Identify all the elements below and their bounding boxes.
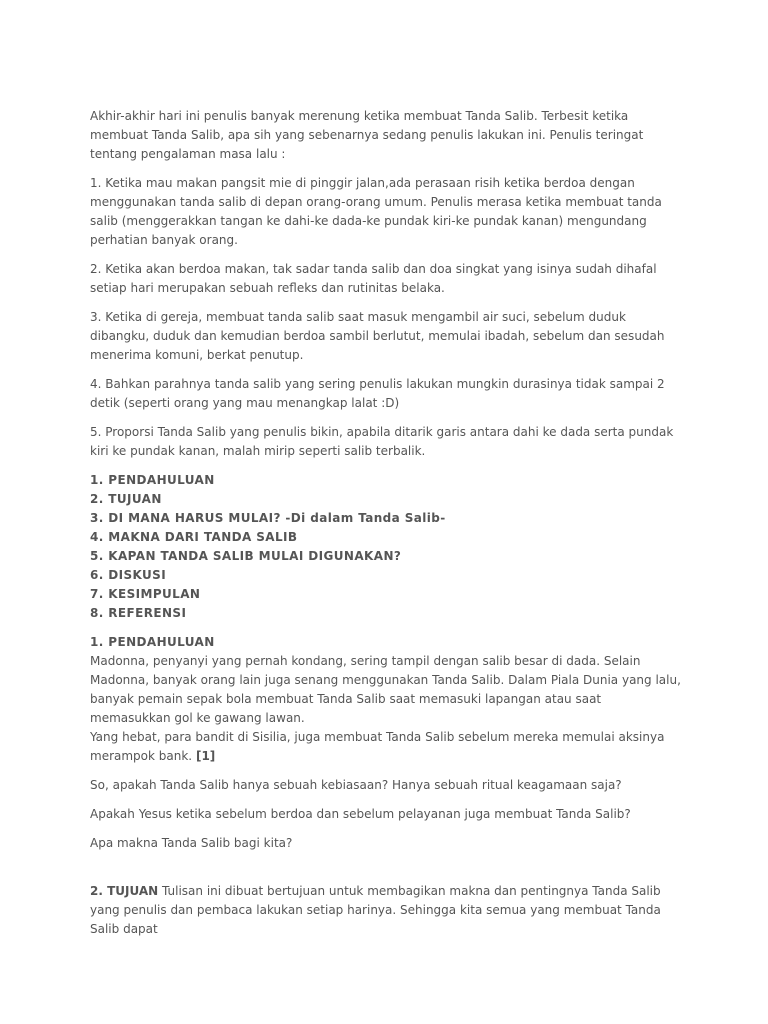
intro-paragraph: Akhir-akhir hari ini penulis banyak merenung ketika membuat Tanda Salib. Terbesit ketika membuat Tanda Salib, apa sih yang sebenarnya sedang penulis lakukan ini. Penulis teringat tentang pengalaman masa lalu :	[90, 109, 644, 161]
pendahuluan-paragraph-2-text: Yang hebat, para bandit di Sisilia, juga membuat Tanda Salib sebelum mereka memulai aksinya merampok bank.	[90, 730, 665, 763]
tujuan-text: Tulisan ini dibuat bertujuan untuk membagikan makna dan pentingnya Tanda Salib yang penulis dan pembaca lakukan setiap harinya. Sehingga kita semua yang membuat Tanda Salib dapat	[90, 884, 661, 936]
toc-item-di-mana-harus-mulai: 3. DI MANA HARUS MULAI? -Di dalam Tanda Salib-	[90, 511, 446, 525]
toc-item-tujuan: 2. TUJUAN	[90, 492, 162, 506]
toc-item-kesimpulan: 7. KESIMPULAN	[90, 587, 201, 601]
pendahuluan-paragraph-2	[90, 728, 684, 766]
reference-marker: [1]	[195, 749, 216, 763]
toc-item-kapan: 5. KAPAN TANDA SALIB MULAI DIGUNAKAN?	[90, 549, 402, 563]
pendahuluan-paragraph-1: Madonna, penyanyi yang pernah kondang, sering tampil dengan salib besar di dada. Selain Madonna, banyak orang lain juga senang menggunakan Tanda Salib. Dalam Piala Dunia yang lalu, banyak pemain sepak bola membuat Tanda Salib saat memasuki lapangan atau saat memasukkan gol ke gawang lawan.	[90, 654, 681, 725]
question-2: Apakah Yesus ketika sebelum berdoa dan sebelum pelayanan juga membuat Tanda Salib?	[90, 807, 631, 821]
section-pendahuluan	[90, 633, 684, 766]
section-tujuan	[90, 882, 684, 939]
question-1: So, apakah Tanda Salib hanya sebuah kebiasaan? Hanya sebuah ritual keagamaan saja?	[90, 778, 622, 792]
intro-item-3: 3. Ketika di gereja, membuat tanda salib saat masuk mengambil air suci, sebelum duduk dibangku, duduk dan kemudian berdoa sambil berlutut, memulai ibadah, sebelum dan sesudah menerima komuni, berkat penutup.	[90, 310, 665, 362]
intro-item-1: 1. Ketika mau makan pangsit mie di pinggir jalan,ada perasaan risih ketika berdoa dengan menggunakan tanda salib di depan orang-orang umum. Penulis merasa ketika membuat tanda salib (menggerakkan tangan ke dahi-ke dada-ke pundak kiri-ke pundak kanan) mengundang perhatian banyak orang.	[90, 176, 662, 247]
section-heading-tujuan: 2. TUJUAN	[90, 884, 159, 898]
section-heading-pendahuluan: 1. PENDAHULUAN	[90, 635, 215, 649]
toc-item-referensi: 8. REFERENSI	[90, 606, 187, 620]
intro-item-5: 5. Proporsi Tanda Salib yang penulis bikin, apabila ditarik garis antara dahi ke dada serta pundak kiri ke pundak kanan, malah mirip seperti salib terbalik.	[90, 425, 674, 458]
table-of-contents	[90, 471, 684, 623]
document-body	[90, 107, 684, 939]
toc-item-diskusi: 6. DISKUSI	[90, 568, 167, 582]
toc-item-pendahuluan: 1. PENDAHULUAN	[90, 473, 215, 487]
intro-item-4: 4. Bahkan parahnya tanda salib yang sering penulis lakukan mungkin durasinya tidak sampai 2 detik (seperti orang yang mau menangkap lalat :D)	[90, 377, 665, 410]
toc-item-makna: 4. MAKNA DARI TANDA SALIB	[90, 530, 298, 544]
spacer	[90, 863, 684, 882]
intro-item-2: 2. Ketika akan berdoa makan, tak sadar tanda salib dan doa singkat yang isinya sudah dihafal setiap hari merupakan sebuah refleks dan rutinitas belaka.	[90, 262, 657, 295]
question-3: Apa makna Tanda Salib bagi kita?	[90, 836, 293, 850]
